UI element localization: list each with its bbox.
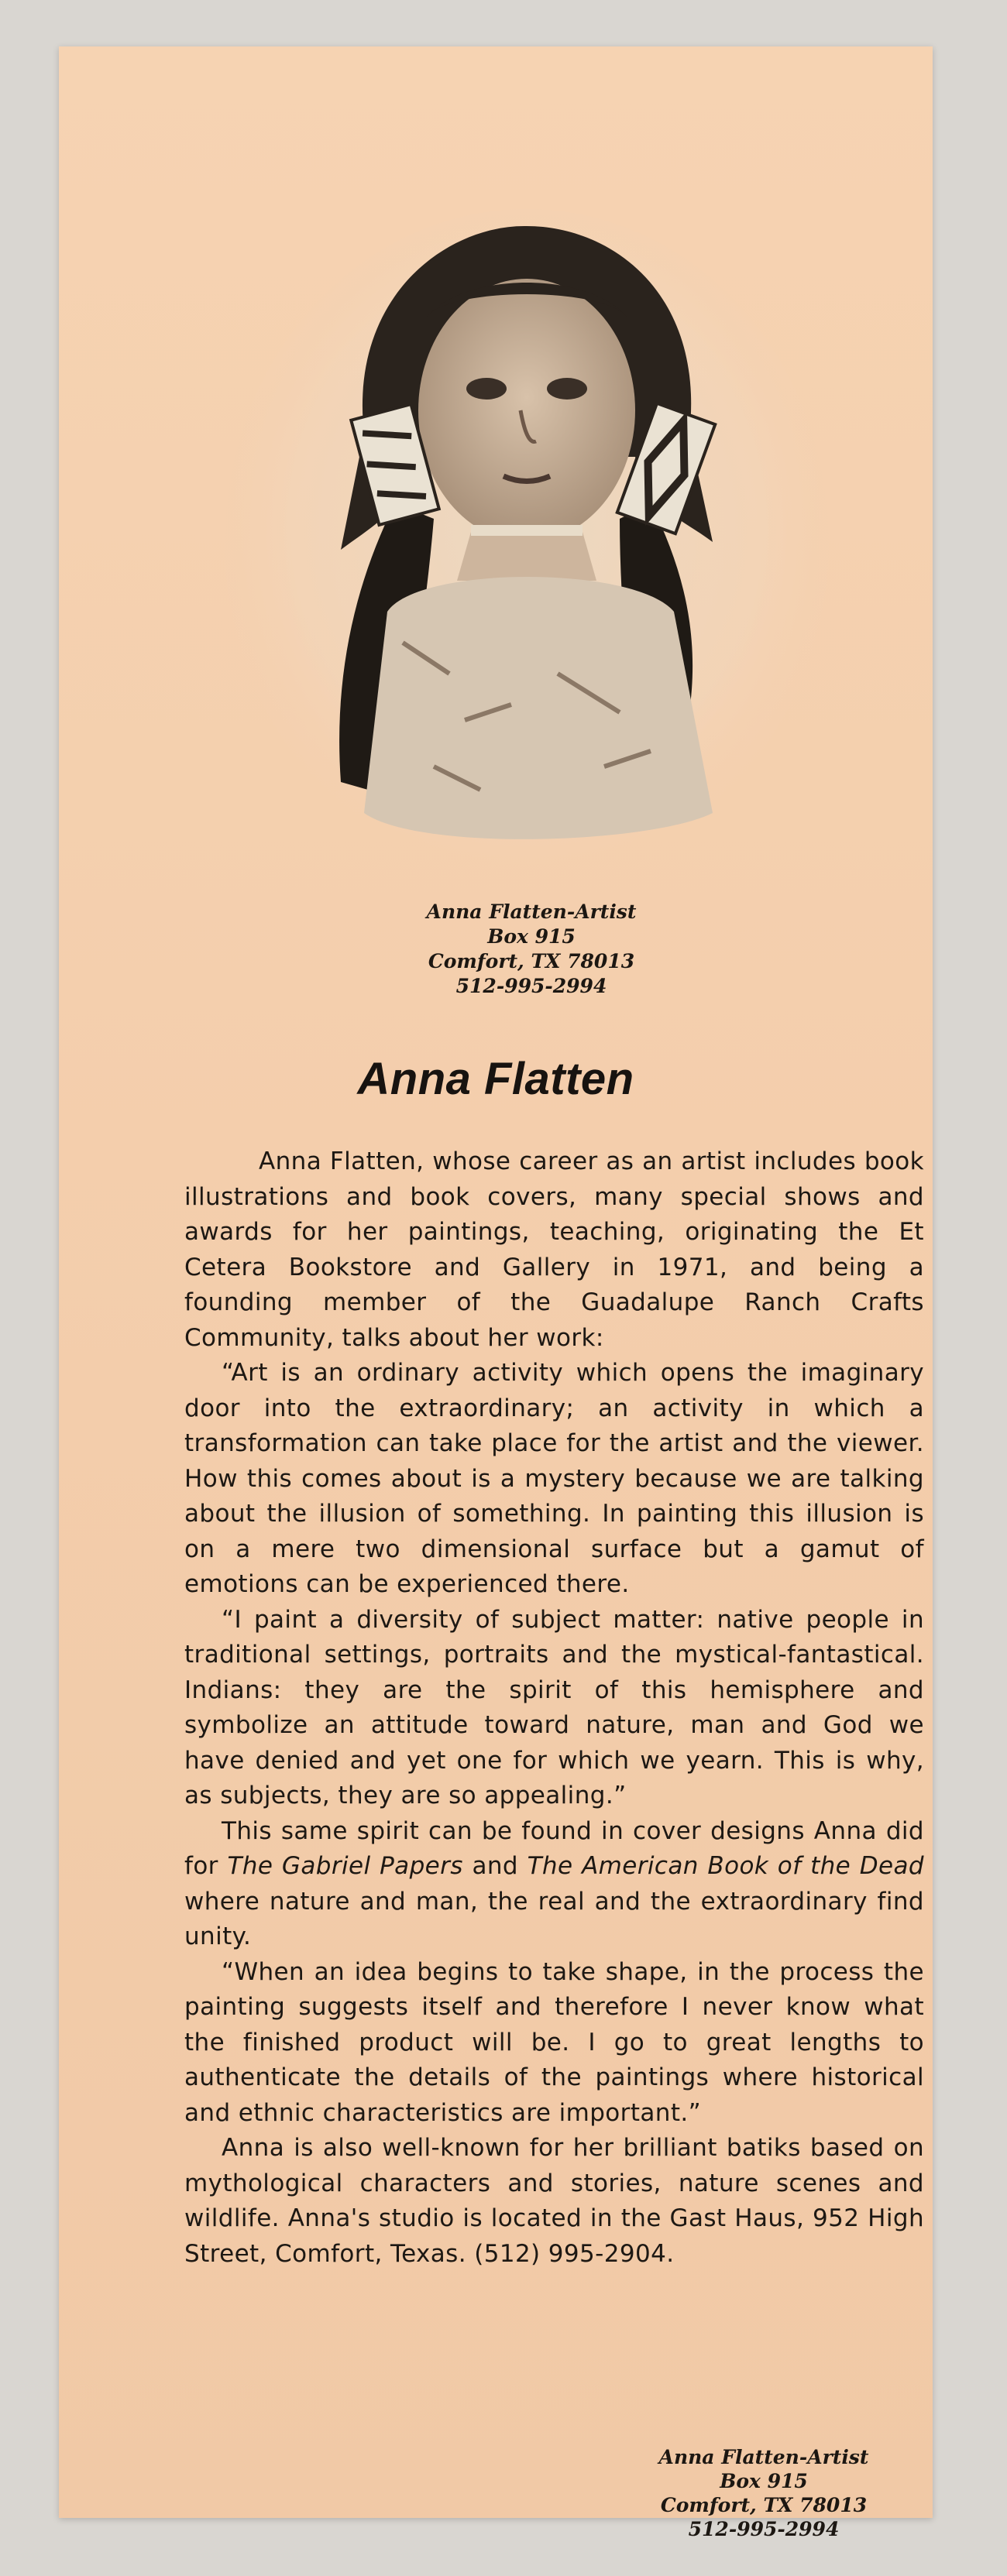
paragraph-intro: Anna Flatten, whose career as an artist includes book illustrations and book covers, many special shows and awards for her paintings, teaching, originating the Et Cetera Bookstore and Gallery in 1971, and being a founding member of the Guadalupe Ranch Crafts Community, talks about her work: (184, 1147, 924, 1352)
paragraph-quote-2: “I paint a diversity of subject matter: native people in traditional settings, portraits and the mystical-fantastical. Indians: they are the spirit of this hemisphere and symbolize an attitude toward nature, man and God we have denied and yet one for which we yearn. This is why, as subjects, they are so appealing.” (184, 1605, 924, 1809)
stamp-line: Box 915 (487, 925, 576, 948)
artist-address-stamp-bottom (586, 2445, 942, 2541)
book-title: The American Book of the Dead (527, 1852, 924, 1880)
stamp-line: Comfort, TX 78013 (428, 950, 635, 972)
paragraph-batiks: Anna is also well-known for her brilliant batiks based on mythological characters and stories, nature scenes and wildlife. Anna's studio is located in the Gast Haus, 952 High Street, Comfort, Texas. (512) 995-2904. (184, 2134, 924, 2268)
article-body (184, 1144, 924, 2272)
page-title: Anna Flatten (357, 1054, 634, 1104)
stamp-line: Box 915 (720, 2470, 808, 2492)
text-span: and (462, 1852, 528, 1880)
book-title: The Gabriel Papers (227, 1852, 463, 1880)
child-portrait-image (217, 178, 837, 875)
stamp-line: Comfort, TX 78013 (660, 2494, 868, 2516)
stamp-line: 512-995-2994 (688, 2518, 840, 2540)
paragraph-cover-designs (184, 1814, 924, 1955)
artist-address-stamp (338, 900, 725, 999)
text-span: This same spirit can be found in cover designs Anna did for (184, 1816, 924, 1880)
paragraph-quote-3: “When an idea begins to take shape, in the process the painting suggests itself and therefore I never know what the finished product will be. I go to great lengths to authenticate the details of the paintings where historical and ethnic characteristics are important.” (184, 1957, 924, 2127)
paragraph-quote-1: “Art is an ordinary activity which opens the imaginary door into the extraordinary; an activity in which a transformation can take place for the artist and the viewer. How this comes about is a mystery because we are talking about the illusion of something. In painting this illusion is on a mere two dimensional surface but a gamut of emotions can be experienced there. (184, 1359, 924, 1598)
text-span: where nature and man, the real and the extraordinary find unity. (184, 1887, 924, 1950)
stamp-line: Anna Flatten-Artist (426, 900, 637, 923)
stamp-line: 512-995-2994 (455, 975, 607, 997)
stamp-line: Anna Flatten-Artist (658, 2446, 869, 2468)
flyer-page (59, 46, 933, 2540)
